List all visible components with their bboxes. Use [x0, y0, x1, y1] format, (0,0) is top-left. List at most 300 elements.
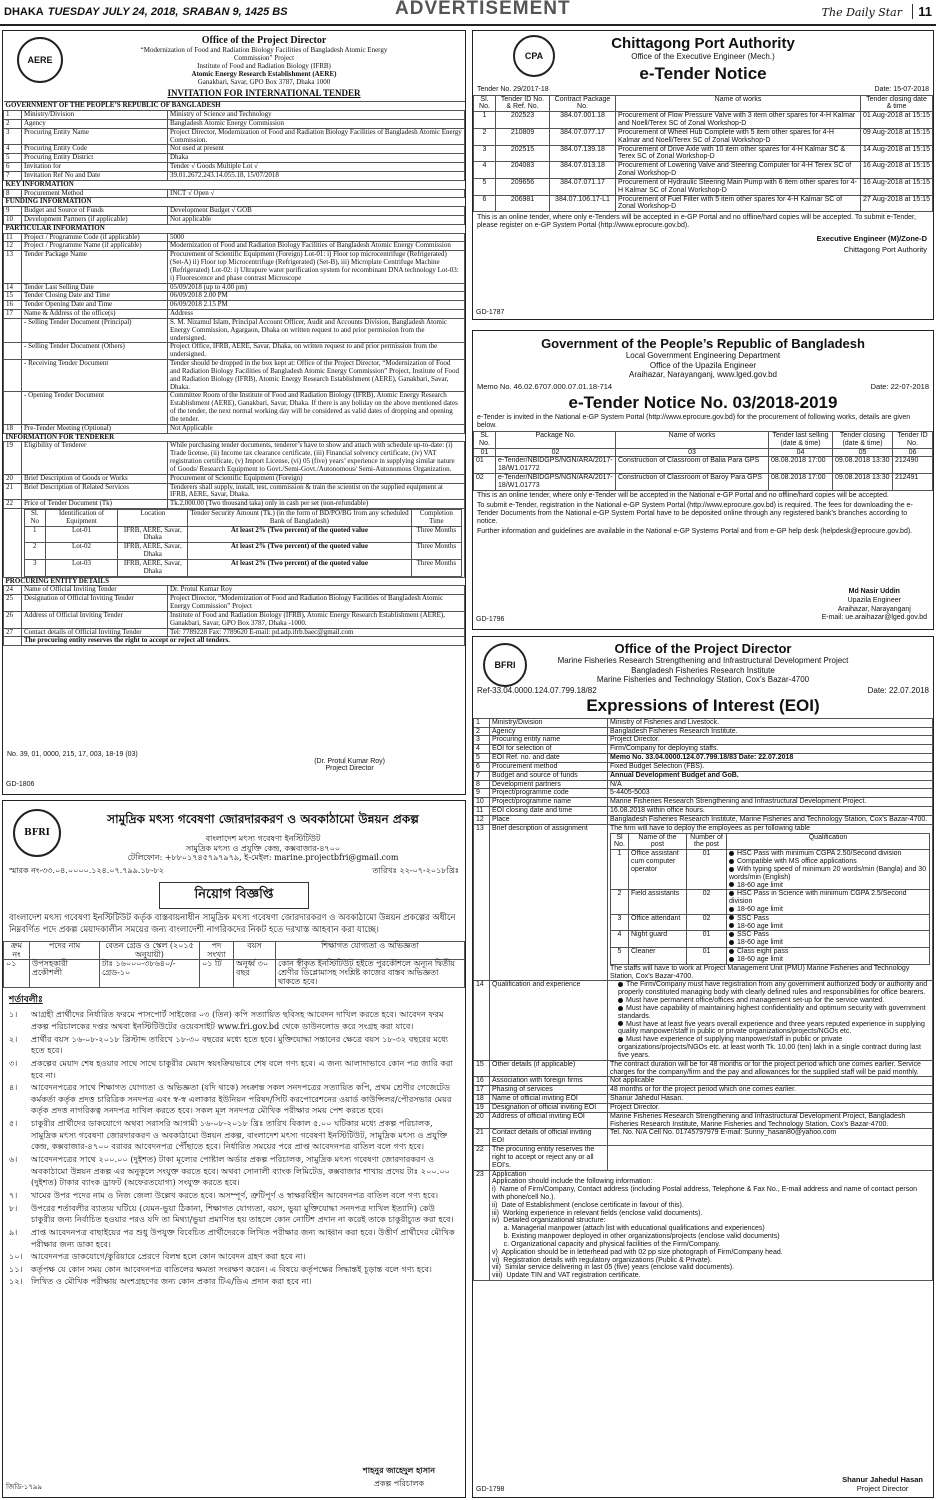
aere-lot-th: Tender Security Amount (Tk.) (in the form of BD/PO/BG from any scheduled Bank of Bangladesh): [188, 509, 412, 526]
aere-row-key: Invitation for: [22, 163, 168, 172]
aere-row-val: Not applicable: [168, 216, 465, 225]
mfr-inst: Bangladesh Fisheries Research Institute: [631, 665, 775, 675]
mfr-row-key: EOI closing date and time: [490, 807, 608, 816]
bn-term-num: ১।: [9, 1009, 18, 1020]
bullet-icon: [729, 867, 734, 872]
mfr-title: Expressions of Interest (EOI): [586, 695, 820, 715]
aere-row-key: Invitation Ref No and Date: [22, 171, 168, 180]
mfr-qual-text: 18-60 age limit: [737, 906, 783, 913]
aere-section-label: FUNDING INFORMATION: [4, 198, 465, 207]
aere-lots-cell: [22, 508, 465, 577]
aere-row-val: Project Office, IFRB, AERE, Savar, Dhaka, on written request to and prior permission from the undersigned.: [168, 343, 465, 360]
lged-th: Tender ID No.: [893, 431, 933, 448]
mfr-row-key: Budget and source of funds: [490, 771, 608, 780]
mfr-row: [474, 1103, 933, 1112]
mfr-staff-qual: [727, 948, 930, 965]
bn-term-text: চাকুরীর প্রার্থীদের ডাকযোগে অথবা সরাসরি আগামী ১৬-০৮-২০১৮ খ্রিঃ তারিখ বিকাল ৫.০০ ঘটিকার মধ্যে প্রকল্প পরিচালক, সামুদ্রিক মৎস্য গবেষণা জোরদারকরণ ও অবকাঠামো উন্নয়ন প্রকল্প, বাংলাদেশ মৎস্য গবেষণা ইনস্টিটিউট, সামুদ্রিক মৎস্য ও প্রযুক্তি কেন্দ্র, কক্সবাজার-৪৭০০ বরাবর আবেদনপত্র পৌঁছাতে হবে। নির্ধারিত সময়ের পরে প্রাপ্ত আবেদনপত্র বাতিল বলে গণ্য হবে।: [31, 1118, 448, 1152]
bn-th: পদ সংখ্যা: [200, 941, 234, 960]
aere-row-val: Project Director, “Modernization of Food and Radiation Biology Facilities of Bangladesh Atomic Energy Commission” Project: [168, 595, 465, 612]
mfr-staff-qual: [727, 914, 930, 931]
lged-cell-id: 212491: [893, 474, 933, 491]
aere-row: [4, 474, 465, 483]
bn-term: [9, 1118, 459, 1153]
aere-row-key: Tender Closing Date and Time: [22, 292, 168, 301]
cpa-cell-sl: 5: [474, 178, 496, 195]
bn-term: [9, 1251, 459, 1263]
mfr-row-val: 5-4405-5003: [608, 789, 933, 798]
lged-memo: Memo No. 46.02.6707.000.07.01.18-714: [477, 381, 613, 391]
mfr-row: [474, 1086, 933, 1095]
mfr-app-item: iii) Working experience in relevant fields (enclose valid documents).: [492, 1209, 703, 1217]
mfr-app-intro: Application should include the following information:: [492, 1178, 653, 1186]
mfr-staff-table: [610, 833, 930, 965]
aere-section-label: INFORMATION FOR TENDERER: [4, 433, 465, 442]
bn-td: ০১: [4, 960, 30, 988]
bn-term-num: ৪।: [9, 1082, 18, 1093]
mfr-row-val: Bangladesh Fisheries Research Institute.: [608, 727, 933, 736]
aere-row-val: Modernization of Food and Radiation Biology Facilities of Bangladesh Atomic Energy Commission: [168, 242, 465, 251]
cpa-cell-work: Procurement of Flow Pressure Valve with 3 item other spares for 4-H Kalmar and Noell/Terex SC of Zonal Workshop-D: [616, 112, 861, 129]
mfr-row-key: Project/programme code: [490, 789, 608, 798]
mfr-staff-th: Number of the post: [687, 833, 727, 850]
aere-row-val: Development Budget √ GOB: [168, 207, 465, 216]
mfr-seal-icon: BFRI: [483, 643, 527, 687]
bn-th: বয়স: [234, 941, 276, 960]
mfr-row-num: 7: [474, 771, 490, 780]
cpa-th: Contract Package No.: [550, 95, 616, 112]
aere-row: [4, 442, 465, 474]
aere-row: [4, 216, 465, 225]
cpa-date: Date: 15-07-2018: [874, 85, 929, 93]
cpa-cell-id: 202515: [496, 145, 550, 162]
mfr-row-key: EOI Ref. no. and date: [490, 754, 608, 763]
aere-project: “Modernization of Food and Radiation Biology Facilities of Bangladesh Atomic Energy Commission” Project: [140, 46, 388, 63]
bn-term-text: কর্তৃপক্ষ যে কোন সময় কোন আবেদনপত্র বাতিলের ক্ষমতা সংরক্ষণ করেন। এ বিষয়ে কর্তৃপক্ষের সিদ্ধান্তই চূড়ান্ত বলে গণ্য হবে।: [31, 1263, 432, 1274]
aere-row-num: 24: [4, 586, 22, 595]
bn-term-num: ৬।: [9, 1154, 18, 1165]
mfr-qual-text: 18-60 age limit: [737, 922, 783, 930]
lged-gd: GD-1796: [476, 616, 505, 623]
mfr-eoi-ad: [472, 636, 934, 1498]
aere-row: [4, 637, 465, 646]
aere-lot-time: Three Months: [411, 559, 461, 576]
bn-terms: [3, 1009, 465, 1288]
aere-row-num: [4, 343, 22, 360]
aere-row-num: 10: [4, 216, 22, 225]
cpa-row: [474, 178, 933, 195]
mfr-row-val: Firm/Company for deploying staffs.: [608, 745, 933, 754]
aere-lot-sec: At least 2% (Two percent) of the quoted value: [188, 559, 412, 576]
aere-row-num: 3: [4, 128, 22, 145]
aere-row-val: Tender should be dropped in the box kept at: Office of the Project Director, “Modernization of Food and Radiation Biology Facilities of Bangladesh Atomic Energy Commission” Project, Institute of Food and Radiation Biology (IFRB), Atomic Energy Research Establishment (AERE), Ganakbari, Savar, Dhaka.: [168, 360, 465, 392]
aere-reserve-note: The procuring entity reserves the right to accept or reject all tenders.: [22, 637, 465, 646]
aere-row-key: Designation of Official Inviting Tender: [22, 595, 168, 612]
aere-lot-row: [25, 543, 462, 560]
mfr-qual-item: [729, 906, 927, 914]
aere-signer: (Dr. Protul Kumar Roy): [314, 758, 385, 765]
mfr-row-key: Other details (if applicable): [490, 1060, 608, 1077]
mfr-qual-item: [729, 882, 927, 890]
mfr-qual-item: [729, 939, 927, 947]
bn-term-text: প্রাপ্ত আবেদনপত্র বাছাইয়ের পর শুধু উপযুক্ত বিবেচিত প্রার্থীদেরকে লিখিত পরীক্ষার জন্য আহ্বান করা হবে। উত্তীর্ণ প্রার্থীদের মৌখিক পরীক্ষার জন্য ডাকা হবে।: [31, 1226, 455, 1249]
bn-term: [9, 1058, 459, 1081]
cpa-tender-no: Tender No. 29/2017-18: [477, 85, 549, 93]
aere-row-val: Address: [168, 310, 465, 319]
lged-cell-close: 09.08.2018 13:30: [833, 457, 893, 474]
mfr-row: [474, 824, 933, 981]
mfr-staff-row: [611, 890, 930, 914]
aere-row-val: Procurement of Scientific Equipment (Foreign) Lot-01: i) Floor top microcentrifuge (Refrigerated) (Set-A) ii) Floor top Microcentrifuge (Refrigerated) (Set-B), iii) Microplate Centrifuge Machine (Refrigerated) Lot-02: i) Ultrapure water purification system for recombinant DNA technology Lot-03: i) Fluorescence and phase contrast Microscope: [168, 251, 465, 283]
aere-section-label: KEY INFORMATION: [4, 180, 465, 189]
aere-lot-id: Lot-03: [45, 559, 118, 576]
mfr-staff-row: [611, 948, 930, 965]
mfr-table: [474, 718, 933, 1280]
aere-signer-title: Project Director: [325, 765, 374, 772]
aere-row: [4, 128, 465, 145]
bn-term: [9, 1227, 459, 1250]
aere-row-key: Project / Programme Code (if applicable): [22, 233, 168, 242]
bn-title: সামুদ্রিক মৎস্য গবেষণা জোরদারকরণ ও অবকাঠামো উন্নয়ন প্রকল্প: [107, 812, 419, 826]
aere-lot-head: [25, 509, 462, 526]
mfr-row-val: 48 months or for the project period which one comes earlier.: [608, 1086, 933, 1095]
cpa-seal-icon: CPA: [513, 35, 555, 77]
cpa-cell-work: Procurement of Hydraulic Steering Main Pump with 6 item other spares for 4-H Kalmar SC of Zonal Workshop-D: [616, 178, 861, 195]
cpa-row: [474, 145, 933, 162]
mfr-ref: Ref-33.04.0000.124.07.799.18/82: [477, 685, 597, 695]
mfr-row-key: Ministry/Division: [490, 718, 608, 727]
cpa-cell-pkg: 384.07.077.17: [550, 128, 616, 145]
aere-row: [4, 343, 465, 360]
lged-dept: Local Government Engineering Department: [625, 351, 781, 360]
mfr-application: [490, 1170, 933, 1281]
mfr-row-val: Tel. No. N/A Cell No. 01745797979 E-mail: Sunny_hasan80@yahoo.com: [608, 1129, 933, 1146]
mfr-row-key: Agency: [490, 727, 608, 736]
aere-row: [4, 424, 465, 433]
mfr-row-key: Qualification and experience: [490, 981, 608, 1060]
bn-td: টাঃ ১৬০০০-৩৮৬৪০/- গ্রেড-১০: [100, 960, 200, 988]
aere-row-num: [4, 392, 22, 424]
bn-term: [9, 1264, 459, 1276]
aere-addr: Ganakbari, Savar, GPO Box 3787, Dhaka 1000: [197, 78, 331, 87]
mfr-row-num: 17: [474, 1086, 490, 1095]
bangla-recruitment-ad: [2, 800, 466, 1498]
bn-center: সামুদ্রিক মৎস্য ও প্রযুক্তি কেন্দ্র, কক্সবাজার-৪৭০০: [185, 843, 341, 853]
mfr-row-num: 22: [474, 1146, 490, 1170]
bullet-icon: [618, 982, 623, 987]
mfr-row: [474, 736, 933, 745]
aere-row-num: [4, 318, 22, 342]
mfr-row: [474, 780, 933, 789]
lged-intro: e-Tender is invited in the National e-GP System Portal (http://www.eprocure.gov.bd) for the procurement of following works, details are given below.: [477, 413, 911, 429]
cpa-cell-close: 16 Aug-2018 at 15:15: [861, 178, 933, 195]
mfr-signer: Shanur Jahedul Hasan: [842, 1475, 923, 1484]
page-header: [0, 0, 936, 26]
mfr-row: [474, 1129, 933, 1146]
bullet-icon: [729, 859, 734, 864]
aere-row: [4, 500, 465, 509]
bullet-icon: [618, 1037, 623, 1042]
aere-row-num: 15: [4, 292, 22, 301]
mfr-app-item: i) Name of Firm/Company, Contact address (including Postal address, Telephone & Fax No., E-mail address and name of contact person with phone/cell No.).: [492, 1186, 919, 1201]
mfr-row-val: Project Director.: [608, 1103, 933, 1112]
aere-row-key: Procurement Method: [22, 189, 168, 198]
section-title: ADVERTISEMENT: [395, 0, 571, 19]
cpa-cell-pkg: 384.07.106.17-L1: [550, 195, 616, 212]
bullet-icon: [618, 1021, 623, 1026]
aere-row-key: Tender Opening Date and Time: [22, 301, 168, 310]
aere-lot-row: [25, 559, 462, 576]
mfr-date: Date: 22.07.2018: [867, 685, 929, 695]
mfr-staff-row: [611, 850, 930, 890]
mfr-staff-note: The staffs will have to work at Project Management Unit (PMU) Marine Fisheries and Technology Station, Cox’s Bazar-4700.: [610, 964, 910, 980]
mfr-qual-text: 18-60 age limit: [737, 939, 783, 947]
aere-row-val: Tk.2,000.00 (Two thousand taka) only in cash per set (non-refundable): [168, 500, 465, 509]
bn-term-text: আগ্রহী প্রার্থীদের নির্ধারিত ফরমে পাসপোর্ট সাইজের ০৩ (তিন) কপি সত্যায়িত ছবিসহ আবেদন দাখিল করতে হবে। আবেদন ফরম প্রকল্প পরিচালকের দপ্তর অথবা ইনস্টিটিউটের ওয়েবসাইট www.fri.gov.bd থেকে ডাউনলোড করে সংগ্রহ করা যাবে।: [31, 1009, 444, 1031]
aere-row: [4, 611, 465, 628]
bn-terms-title: শর্তাবলীঃ: [9, 995, 43, 1006]
mfr-project: Marine Fisheries Research Strengthening and Infrastructural Development Project: [557, 656, 849, 665]
mfr-row-key: Procurement method: [490, 762, 608, 771]
aere-row-key: Procuring Entity District: [22, 154, 168, 163]
aere-row-num: 4: [4, 145, 22, 154]
bn-table-row: [4, 960, 465, 988]
cpa-row: [474, 112, 933, 129]
mfr-qual-item: [729, 948, 927, 956]
aere-lot-id: Lot-02: [45, 543, 118, 560]
lged-table-body: [474, 448, 933, 490]
aere-row-key: Tender Package Name: [22, 251, 168, 283]
mfr-qual-text: With typing speed of minimum 20 words/min (Bangla) and 30 words/min (English): [729, 865, 927, 881]
mfr-row: [474, 762, 933, 771]
lged-signer-email: E-mail: ue.araihazar@lged.gov.bd: [821, 614, 927, 622]
cpa-cell-sl: 6: [474, 195, 496, 212]
mfr-app-label: Application: [492, 1170, 527, 1178]
cpa-cell-id: 209656: [496, 178, 550, 195]
mfr-row: [474, 727, 933, 736]
aere-row-val: Ministry of Science and Technology: [168, 111, 465, 120]
aere-row-num: [4, 360, 22, 392]
aere-row-key: Brief Description of Goods or Works: [22, 474, 168, 483]
lged-th: Package No.: [496, 431, 616, 448]
aere-row-num: 14: [4, 283, 22, 292]
aere-gd: GD-1806: [6, 781, 35, 788]
aere-row-key: Eligibility of Tenderer: [22, 442, 168, 474]
lged-notice: e-Tender Notice No. 03/2018-2019: [568, 392, 838, 412]
mfr-row-num: 1: [474, 718, 490, 727]
lged-th: Tender closing (date & time): [833, 431, 893, 448]
mfr-row-val: Not applicable: [608, 1077, 933, 1086]
bn-term-text: আবেদনপত্রের সাথে ২০০.০০ (দুইশত) টাকা মূল্যের পোষ্টাল অর্ডার প্রকল্প পরিচালক, সামুদ্রিক মৎস্য গবেষণা জোরদারকরণ ও অবকাঠামো উন্নয়ন প্রকল্প এর অনুকূলে সংযুক্ত করতে হবে। অথবা সোনালী ব্যাংক লিমিটেড, কক্সবাজার শাখায় প্রদেয় টাঃ ২০০.০০ (দুইশত) টাকার ব্যাংক ড্রাফট (অফেরতযোগ্য) সংযুক্ত করতে হবে।: [31, 1154, 450, 1188]
mfr-qual-text: HSC Pass in Science with minimum CGPA 2.5/Second division: [729, 890, 907, 906]
mfr-staff-head: [611, 833, 930, 850]
aere-row-num: 25: [4, 595, 22, 612]
bfri-seal-icon: BFRI: [13, 809, 61, 857]
mfr-staff-post: Night guard: [629, 931, 687, 948]
aere-row-val: 06/09/2018 2.15 PM: [168, 301, 465, 310]
mfr-app-item: viii) Update TIN and VAT registration certificate.: [492, 1272, 641, 1280]
mfr-staff-sl: 4: [611, 931, 629, 948]
mfr-row-num: 10: [474, 798, 490, 807]
aere-inst: Institute of Food and Radiation Biology (IFRB): [197, 62, 331, 71]
mfr-row-num: 16: [474, 1077, 490, 1086]
cpa-cell-work: Procurement of Fuel Filter with 5 item other spares for 4-H Kalmar SC of Zonal Workshop-D: [616, 195, 861, 212]
mfr-staff-num: 02: [687, 914, 727, 931]
aere-row-num: 9: [4, 207, 22, 216]
cpa-cell-id: 210809: [496, 128, 550, 145]
aere-lot-loc: IFRB, AERE, Savar, Dhaka: [118, 543, 188, 560]
bullet-icon: [729, 932, 734, 937]
cpa-cell-work: Procurement of Wheel Hub Complete with 5 item other spares for 4-H Kalmar and Noell/Terex SC of Zonal Workshop-D: [616, 128, 861, 145]
mfr-qual-text: Must have at least five years overall experience and three years reputed experience in supplying quality manpower/staff in public or private organizations/projects/NGOs etc.: [618, 1020, 925, 1036]
aere-lot-loc: IFRB, AERE, Savar, Dhaka: [118, 526, 188, 543]
aere-row-key: - Receiving Tender Document: [22, 360, 168, 392]
aere-row: [4, 595, 465, 612]
bn-term: [9, 1154, 459, 1189]
bn-memo: স্মারক নং-৩৩.০৪.০০০০.১২৪.০৭.৭৯৯.১৮-৮২: [9, 865, 164, 875]
mfr-row-key: Name of official inviting EOI: [490, 1095, 608, 1104]
bn-term-text: খামের উপর পদের নাম ও নিজ জেলা উল্লেখ করতে হবে। অসম্পূর্ণ, ত্রুটিপূর্ণ ও স্বাক্ষরবিহীন আবেদনপত্র বাতিল বলে গণ্য হবে।: [31, 1189, 439, 1200]
lged-row: [474, 457, 933, 474]
cpa-table-body: [474, 112, 933, 212]
aere-row-val: S. M. Nizamul Islam, Principal Account Officer, Audit and Accounts Division, Bangladesh Atomic Energy Commission, Agargaon, Dhaka on written request to and prior permission from the undersigned.: [168, 318, 465, 342]
aere-lot-id: Lot-01: [45, 526, 118, 543]
mfr-app-item: iv) Detailed organizational structure:: [492, 1217, 606, 1225]
bn-term-text: প্রকল্পের মেয়াদ শেষ হওয়ার সাথে সাথে চাকুরীর মেয়াদ স্বয়ংক্রিয়ভাবে শেষ বলে গণ্য হবে। এ জন্য আলাদাভাবে কোন পত্র জারি করা হবে না।: [31, 1057, 453, 1080]
cpa-cell-id: 204083: [496, 162, 550, 179]
cpa-signer: Executive Engineer (M)/Zone-D: [816, 234, 927, 244]
bn-th: ক্রম নং: [4, 941, 30, 960]
aere-row-key: Address of Official Inviting Tender: [22, 611, 168, 628]
cpa-office: Office of the Executive Engineer (Mech.): [631, 52, 775, 61]
lged-cell-id: 212490: [893, 457, 933, 474]
mfr-row-num: 9: [474, 789, 490, 798]
aere-section-row: [4, 224, 465, 233]
aere-row-num: 18: [4, 424, 22, 433]
cpa-th: Sl. No.: [474, 95, 496, 112]
lged-cell-sell: 08.08.2018 17:00: [769, 474, 833, 491]
bn-td: অনূর্ধ্ব ৩০ বছর: [234, 960, 276, 988]
mfr-qual-text: Must have permanent office/offices and management set-up for the service wanted.: [626, 997, 885, 1005]
bullet-icon: [729, 923, 734, 928]
mfr-row: [474, 798, 933, 807]
mfr-row: [474, 1112, 933, 1129]
aere-row-key: - Selling Tender Document (Principal): [22, 318, 168, 342]
aere-row-num: 22: [4, 500, 22, 509]
cpa-gd: GD-1787: [476, 309, 505, 316]
mfr-row-num: 18: [474, 1095, 490, 1104]
cpa-cell-pkg: 384.07.001.18: [550, 112, 616, 129]
mfr-row: [474, 1060, 933, 1077]
bullet-icon: [729, 851, 734, 856]
cpa-title: Chittagong Port Authority: [611, 35, 795, 52]
mfr-qual-text: Compatible with MS office applications: [737, 858, 857, 866]
mfr-qual-item: [729, 858, 927, 866]
cpa-note: This is an online tender, where only e-Tenders will be accepted in e-GP Portal and no offline/hard copies will be accepted. To submit e-Tender, please register on e-GP System Portal (http://www.eprocure.gov.bd).: [477, 214, 916, 230]
bn-term-num: ২।: [9, 1033, 18, 1044]
mfr-qual-item: [729, 890, 927, 906]
mfr-staff-th: Name of the post: [629, 833, 687, 850]
lged-date: Date: 22-07-2018: [870, 381, 929, 391]
mfr-qual-item: [610, 1021, 930, 1037]
mfr-qual-text: Must have experience of supplying manpower/staff in public or private organizations/projects/NGOs etc. at least worth Tk. 10.00 (ten) lakh in a single contract during last five years.: [618, 1036, 921, 1059]
bn-signer-title: প্রকল্প পরিচালক: [373, 1479, 425, 1488]
aere-row: [4, 483, 465, 500]
bn-notice: নিয়োগ বিজ্ঞপ্তি: [159, 882, 309, 909]
cpa-cell-pkg: 384.07.013.18: [550, 162, 616, 179]
mfr-row: [474, 789, 933, 798]
lged-th: Name of works: [616, 431, 769, 448]
lged-cell-work: Construction of Classroom of Baroy Para GPS: [616, 474, 769, 491]
aere-row-key: Contact details of Official Inviting Tender: [22, 628, 168, 637]
mfr-row-num: 3: [474, 736, 490, 745]
aere-section-row: [4, 180, 465, 189]
aere-row-key: Price of Tender Document (Tk): [22, 500, 168, 509]
mfr-row: [474, 745, 933, 754]
aere-row-val: Procurement of Scientific Equipment (Foreign): [168, 474, 465, 483]
mfr-row-key: Project/programme name: [490, 798, 608, 807]
aere-row-val: Dhaka: [168, 154, 465, 163]
mfr-app-item: v) Application should be in letterhead pad with 02 pp size photograph of Firm/Company head.: [492, 1248, 783, 1256]
page-number: 11: [912, 4, 932, 19]
aere-row-num: 11: [4, 233, 22, 242]
aere-row-val: 05/09/2018 (up to 4.00 pm): [168, 283, 465, 292]
mfr-staff-intro: The firm will have to deploy the employees as per following table: [610, 824, 810, 832]
aere-row-key: Development Partners (if applicable): [22, 216, 168, 225]
cpa-th: Tender closing date & time: [861, 95, 933, 112]
bn-term-num: ৭।: [9, 1189, 18, 1200]
cpa-signer-org: Chittagong Port Authority: [843, 245, 927, 255]
bn-term-num: ৫।: [9, 1118, 18, 1129]
lged-num-cell: 02: [496, 448, 616, 457]
paper-bn-date: SRABAN 9, 1425 BS: [182, 6, 288, 18]
bn-date: তারিখঃ ২২-০৭-২০১৮খ্রিঃ: [372, 865, 459, 875]
mfr-row: [474, 807, 933, 816]
mfr-row-key: Brief description of assignment: [490, 824, 608, 981]
lged-num-cell: 01: [474, 448, 496, 457]
aere-row: [4, 360, 465, 392]
mfr-row: [474, 981, 933, 1060]
lged-th: SL No.: [474, 431, 496, 448]
mfr-qual-text: HSC Pass with minimum CGPA 2.50/Second division: [737, 850, 902, 858]
mfr-row: [474, 815, 933, 824]
bn-term-num: ১০।: [9, 1251, 23, 1262]
aere-row-val: While purchasing tender documents, tenderer’s have to show and attach with schedule up-to-date: (i) Trade license, (ii) Income tax clearance certificate, (iii) Financial solvency certificate, (iv) VAT registration certificate, (v) Import License, (vi) 05 (five) years’ experience in supplying similar nature of Goods/ Research Equipment to Govt./Semi-Govt./Autonomous/ Semi-Autonomous Organization.: [168, 442, 465, 474]
mfr-qual-item: [610, 981, 930, 997]
aere-row-num: 12: [4, 242, 22, 251]
mfr-row-num: 23: [474, 1170, 490, 1281]
aere-row-num: 5: [4, 154, 22, 163]
aere-row-num: 20: [4, 474, 22, 483]
bn-th: পদের নাম: [30, 941, 100, 960]
bn-table-head: [4, 941, 465, 960]
mfr-staff-num: 02: [687, 890, 727, 914]
cpa-row: [474, 195, 933, 212]
mfr-staff-qual: [727, 890, 930, 914]
bn-term: [9, 1082, 459, 1117]
lged-cell-sl: 01: [474, 457, 496, 474]
mfr-qual-text: Class eight pass: [737, 948, 789, 956]
lged-cell-sl: 02: [474, 474, 496, 491]
lged-cell-pkg: e-Tender/NBIDGPS/NGN/ARA/2017-18/W1.01773: [496, 474, 616, 491]
cpa-cell-sl: 3: [474, 145, 496, 162]
aere-row-val: 39.01.2672.243.14.055.18, 15/07/2018: [168, 171, 465, 180]
mfr-qual-item: [729, 956, 927, 964]
mfr-row-val: Marine Fisheries Research Strengthening and Infrastructural Development Project.: [608, 798, 933, 807]
lged-addr: Araihazar, Narayanganj, www.lged.gov.bd: [629, 370, 777, 380]
aere-row-num: 17: [4, 310, 22, 319]
mfr-row-key: Place: [490, 815, 608, 824]
newspaper-logo: The Daily Star: [821, 6, 902, 19]
